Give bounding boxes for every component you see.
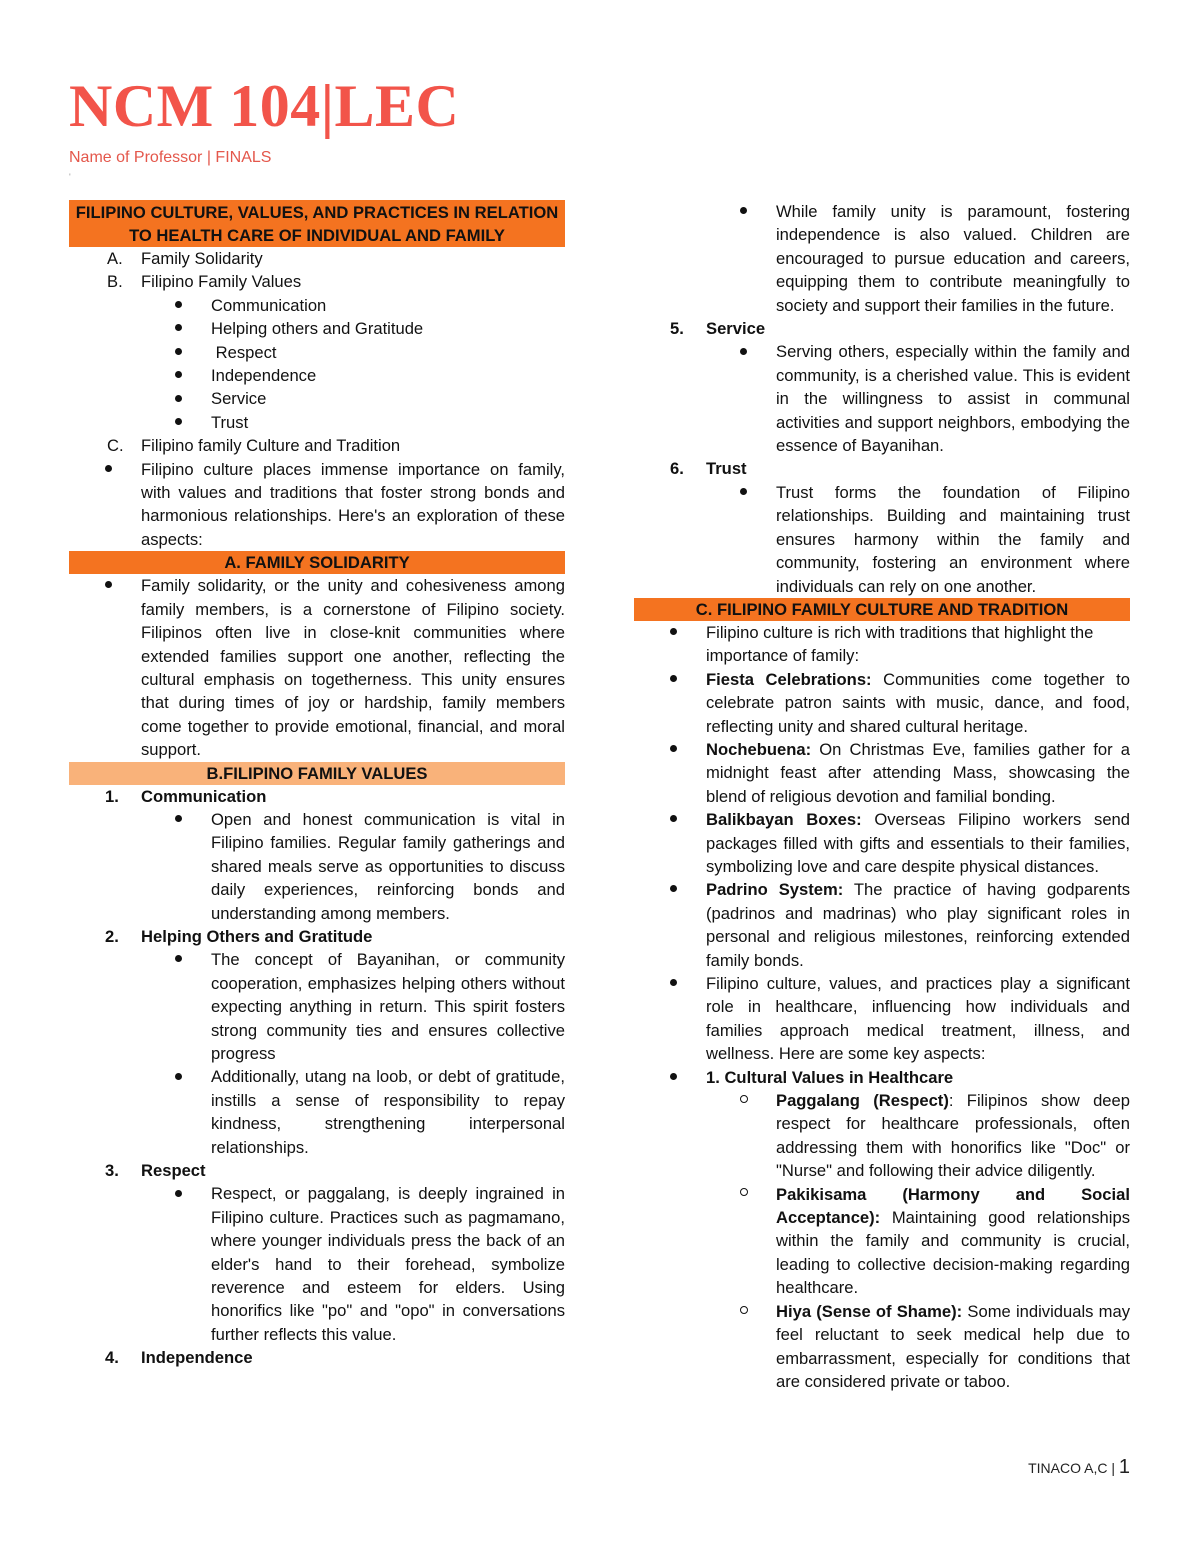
bullet-icon	[175, 1073, 182, 1080]
cultural-value-text: Maintaining good relationships within the family and community is crucial, leading to collective decision-making regarding healthcare.	[776, 1208, 1130, 1298]
tradition-item	[634, 668, 1130, 738]
bullet-icon	[670, 979, 677, 986]
bullet-icon	[175, 371, 182, 378]
values-list-text: Respect	[211, 342, 277, 362]
value-item-trust	[634, 457, 1130, 480]
bullet-icon	[105, 465, 112, 472]
intro-text: Filipino culture places immense importance on family, with values and traditions that foster strong bonds and harmonious relationships. Here's an exploration of these aspects:	[141, 459, 565, 549]
bullet-icon	[740, 348, 747, 355]
tradition-item	[634, 808, 1130, 878]
tradition-text: Overseas Filipino workers send packages filled with gifts and essentials to their families, symbolizing love and care despite physical distances.	[706, 810, 1131, 876]
values-list-text: Helping others and Gratitude	[211, 319, 424, 339]
value-bullet	[69, 1065, 565, 1159]
values-list-item	[69, 364, 565, 387]
bullet-icon	[175, 324, 182, 331]
bullet-icon	[175, 395, 182, 402]
independence-text: While family unity is paramount, fostering independence is also valued. Children are encouraged to pursue education and careers, equipping them to contribute meaningfully to society and support their families in the future.	[776, 202, 1130, 315]
section-a-heading: A. FAMILY SOLIDARITY	[69, 551, 565, 574]
tradition-item	[634, 621, 1130, 668]
value-number: 2.	[105, 926, 119, 946]
value-item-respect	[69, 1159, 565, 1182]
outline-item	[69, 247, 565, 270]
right-column	[634, 200, 1130, 1393]
outline-marker: A.	[107, 249, 123, 268]
outline-item	[69, 434, 565, 457]
tradition-item	[634, 878, 1130, 972]
intro-paragraph	[69, 458, 565, 552]
tick-mark: '	[69, 172, 71, 182]
value-title: Service	[706, 319, 766, 339]
value-bullet-text: Open and honest communication is vital in Filipino families. Regular family gatherings and shared meals serve as opportunities to discuss daily experiences, reinforcing bonds and understanding among members.	[211, 809, 565, 923]
bullet-icon	[670, 745, 677, 752]
value-title: Helping Others and Gratitude	[141, 926, 373, 946]
value-number: 5.	[670, 319, 684, 339]
outline-marker: B.	[107, 272, 123, 292]
section-b-heading: B.FILIPINO FAMILY VALUES	[69, 762, 565, 785]
circle-bullet-icon	[740, 1095, 748, 1103]
value-title: Independence	[141, 1348, 253, 1368]
section-c-heading: C. FILIPINO FAMILY CULTURE AND TRADITION	[634, 598, 1130, 621]
bullet-icon	[670, 628, 677, 635]
bullet-icon	[670, 815, 677, 822]
tradition-label: Fiesta Celebrations:	[706, 669, 872, 689]
bullet-icon	[175, 348, 182, 355]
section-c-intro: Filipino culture is rich with traditions that highlight the importance of family:	[706, 622, 1094, 666]
value-bullet	[69, 948, 565, 1065]
footer-author: TINACO A,C |	[1028, 1460, 1119, 1476]
circle-bullet-icon	[740, 1188, 748, 1196]
outline-text: Filipino Family Values	[141, 272, 302, 292]
value-bullet	[69, 1182, 565, 1346]
cultural-value-item	[634, 1183, 1130, 1300]
values-list-item	[69, 387, 565, 410]
outline-text: Filipino family Culture and Tradition	[141, 436, 401, 456]
bullet-icon	[105, 581, 112, 588]
bullet-icon	[175, 815, 182, 822]
value-number: 1.	[105, 786, 119, 806]
value-bullet-text: Respect, or paggalang, is deeply ingrained in Filipino culture. Practices such as pagmamano, where younger individuals press the back of an elder's hand to their forehead, symbolize reverence and esteem for elders. Using honorifics like "po" and "opo" in conversations further reflects this value.	[211, 1184, 565, 1344]
value-title: Communication	[141, 786, 267, 806]
outline-marker: C.	[107, 436, 124, 456]
value-bullet	[634, 340, 1130, 457]
value-title: Respect	[141, 1161, 206, 1181]
cultural-value-item	[634, 1300, 1130, 1394]
page-subtitle: Name of Professor | FINALS	[69, 149, 272, 166]
page-number: 1	[1118, 1456, 1130, 1478]
value-bullet	[634, 200, 1130, 317]
cultural-value-label: Paggalang (Respect)	[776, 1091, 949, 1111]
value-item-communication	[69, 785, 565, 808]
left-column	[69, 200, 565, 1370]
cultural-value-label: Hiya (Sense of Shame):	[776, 1301, 963, 1321]
tradition-item	[634, 738, 1130, 808]
values-list-item	[69, 317, 565, 340]
outline-text: Family Solidarity	[141, 249, 263, 268]
cultural-values-heading: 1. Cultural Values in Healthcare	[706, 1067, 954, 1087]
trust-text: Trust forms the foundation of Filipino relationships. Building and maintaining trust ensures harmony within the family and community, fostering an environment where individuals can rely on one another.	[776, 482, 1130, 596]
value-item-service	[634, 317, 1130, 340]
value-title: Trust	[706, 459, 747, 479]
tradition-label: Balikbayan Boxes:	[706, 810, 862, 830]
values-list-item	[69, 294, 565, 317]
service-text: Serving others, especially within the family and community, is a cherished value. This is evident in the willingness to assist in communal activities and support neighbors, embodying the essence of Bayanihan.	[776, 342, 1130, 456]
cultural-value-label: Pakikisama (Harmony and Social Acceptance):	[776, 1184, 1130, 1228]
tradition-text: Communities come together to celebrate patron saints with music, dance, and food, reflecting unity and shared cultural heritage.	[706, 669, 1130, 736]
bullet-icon	[175, 418, 182, 425]
value-number: 4.	[105, 1348, 119, 1368]
cultural-value-item	[634, 1089, 1130, 1183]
bullet-icon	[175, 955, 182, 962]
values-list-item	[69, 341, 565, 364]
value-number: 6.	[670, 459, 684, 479]
cultural-value-text: Some individuals may feel reluctant to seek medical help due to embarrassment, especially for conditions that are considered private or taboo.	[776, 1301, 1130, 1391]
value-bullet-text: The concept of Bayanihan, or community cooperation, emphasizes helping others without expecting anything in return. This spirit fosters strong community ties and ensures collective progress	[211, 950, 565, 1063]
section-a-text: Family solidarity, or the unity and cohesiveness among family members, is a cornerstone of Filipino society. Filipinos often live in close-knit communities where extended families support one another, reflecting the cultural emphasis on togetherness. This unity ensures that during times of joy or hardship, family members come together to provide emotional, financial, and moral support.	[141, 576, 565, 760]
tradition-text: On Christmas Eve, families gather for a midnight feast after attending Mass, showcasing the blend of religious devotion and familial bonding.	[706, 739, 1130, 806]
value-number: 3.	[105, 1161, 119, 1181]
tradition-label: Nochebuena:	[706, 739, 812, 759]
cultural-value-text: : Filipinos show deep respect for healthcare professionals, often addressing them with honorifics like "Doc" or "Nurse" and following their advice diligently.	[776, 1091, 1130, 1181]
bullet-icon	[740, 488, 747, 495]
value-bullet-text: Additionally, utang na loob, or debt of gratitude, instills a sense of responsibility to repay kindness, strengthening interpersonal relationships.	[211, 1067, 565, 1157]
page-title: NCM 104|LEC	[69, 73, 460, 139]
value-item-independence	[69, 1346, 565, 1369]
healthcare-intro-text: Filipino culture, values, and practices play a significant role in healthcare, influencing how individuals and families approach medical treatment, illness, and wellness. Here are some key aspects:	[706, 974, 1130, 1064]
bullet-icon	[670, 885, 677, 892]
bullet-icon	[740, 207, 747, 214]
values-list-text: Service	[211, 389, 267, 409]
values-list-item	[69, 411, 565, 434]
values-list-text: Independence	[211, 366, 317, 386]
bullet-icon	[175, 1190, 182, 1197]
section-a-paragraph	[69, 574, 565, 761]
tradition-text: The practice of having godparents (padrinos and madrinas) who play significant roles in personal and religious milestones, reinforcing extended family bonds.	[706, 880, 1130, 970]
circle-bullet-icon	[740, 1306, 748, 1314]
outline-item	[69, 270, 565, 293]
values-list-text: Trust	[211, 412, 249, 432]
values-list-text: Communication	[211, 295, 327, 315]
page-footer	[1028, 1456, 1130, 1479]
value-item-helping	[69, 925, 565, 948]
bullet-icon	[175, 301, 182, 308]
cultural-values-heading-item	[634, 1066, 1130, 1089]
bullet-icon	[670, 1073, 677, 1080]
value-bullet	[69, 808, 565, 925]
tradition-label: Padrino System:	[706, 880, 844, 900]
main-heading: FILIPINO CULTURE, VALUES, AND PRACTICES IN RELATION TO HEALTH CARE OF INDIVIDUAL AND FAMILY	[69, 200, 565, 247]
value-bullet	[634, 481, 1130, 598]
bullet-icon	[670, 675, 677, 682]
healthcare-intro-item	[634, 972, 1130, 1066]
